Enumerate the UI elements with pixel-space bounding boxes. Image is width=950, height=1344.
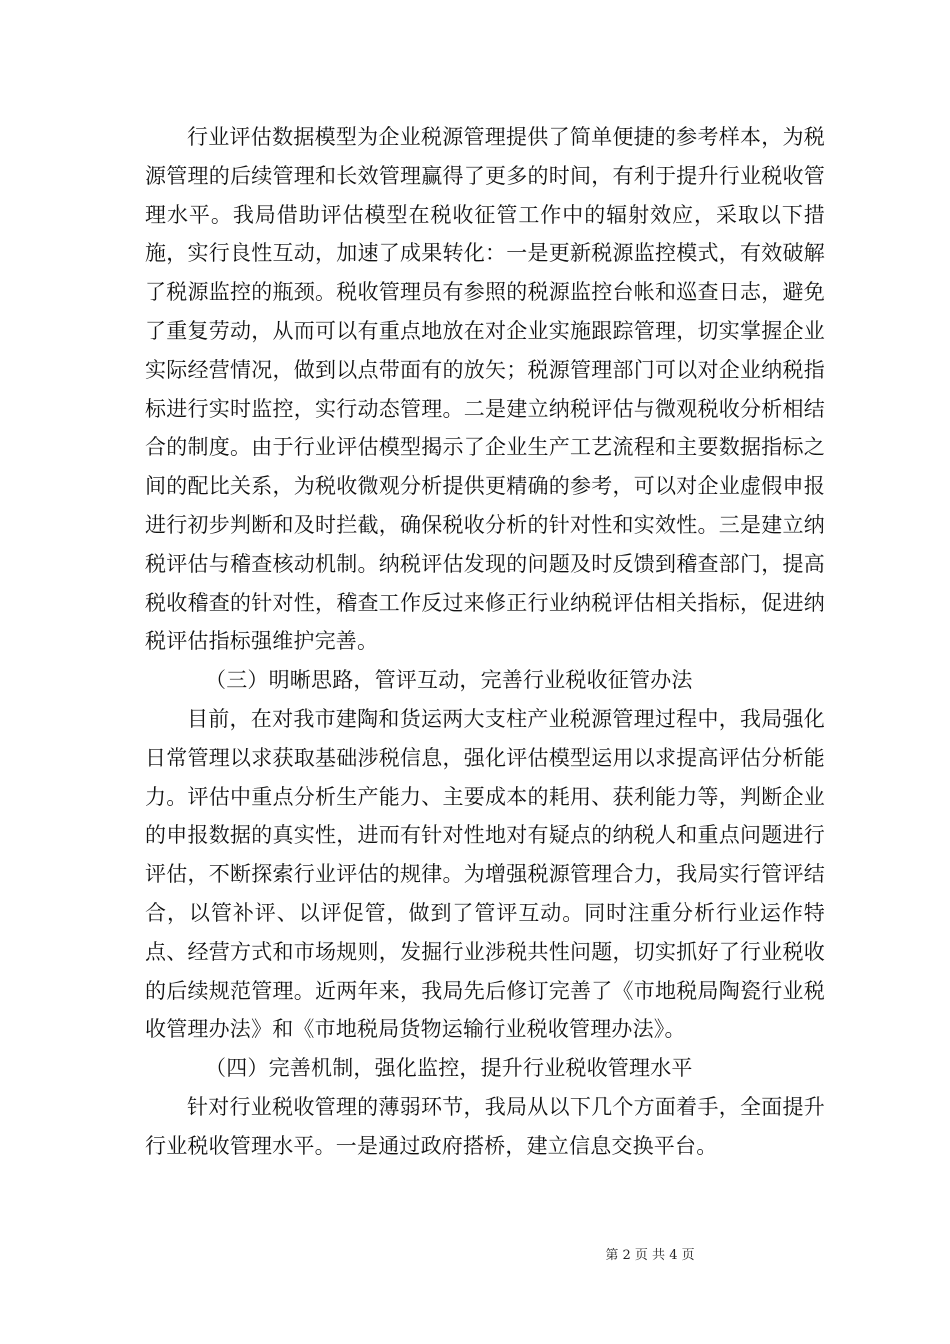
section-heading-3: （三）明晰思路，管评互动，完善行业税收征管办法: [205, 668, 693, 693]
page-number-footer: 第 2 页 共 4 页: [605, 1248, 695, 1263]
paragraph-evaluation-model: 行业评估数据模型为企业税源管理提供了简单便捷的参考样本，为税源管理的后续管理和长效管理赢得了更多的时间，有利于提升行业税收管理水平。我局借助评估模型在税收征管工作中的辐射效应，采取以下措施，实行良性互动，加速了成果转化：一是更新税源监控模式，有效破解了税源监控的瓶颈。税收管理员有参照的税源监控台帐和巡查日志，避免了重复劳动，从而可以有重点地放在对企业实施跟踪管理，切实掌握企业实际经营情况，做到以点带面有的放矢；税源管理部门可以对企业纳税指标进行实时监控，实行动态管理。二是建立纳税评估与微观税收分析相结合的制度。由于行业评估模型揭示了企业生产工艺流程和主要数据指标之间的配比关系，为税收微观分析提供更精确的参考，可以对企业虚假申报进行初步判断和及时拦截，确保税收分析的针对性和实效性。三是建立纳税评估与稽查核动机制。纳税评估发现的问题及时反馈到稽查部门，提高税收稽查的针对性，稽查工作反过来修正行业纳税评估相关指标，促进纳税评估指标强维护完善。: [145, 125, 825, 654]
document-body: [145, 118, 825, 1166]
paragraph-management-interaction: 目前，在对我市建陶和货运两大支柱产业税源管理过程中，我局强化日常管理以求获取基础涉税信息，强化评估模型运用以求提高评估分析能力。评估中重点分析生产能力、主要成本的耗用、获利能力等，判断企业的申报数据的真实性，进而有针对性地对有疑点的纳税人和重点问题进行评估，不断探索行业评估的规律。为增强税源管理合力，我局实行管评结合，以管补评、以评促管，做到了管评互动。同时注重分析行业运作特点、经营方式和市场规则，发掘行业涉税共性问题，切实抓好了行业税收的后续规范管理。近两年来，我局先后修订完善了《市地税局陶瓷行业税收管理办法》和《市地税局货物运输行业税收管理办法》。: [145, 706, 825, 1042]
section-heading-4: （四）完善机制，强化监控，提升行业税收管理水平: [205, 1056, 693, 1081]
paragraph-mechanism: 针对行业税收管理的薄弱环节，我局从以下几个方面着手，全面提升行业税收管理水平。一是通过政府搭桥，建立信息交换平台。: [145, 1094, 825, 1158]
